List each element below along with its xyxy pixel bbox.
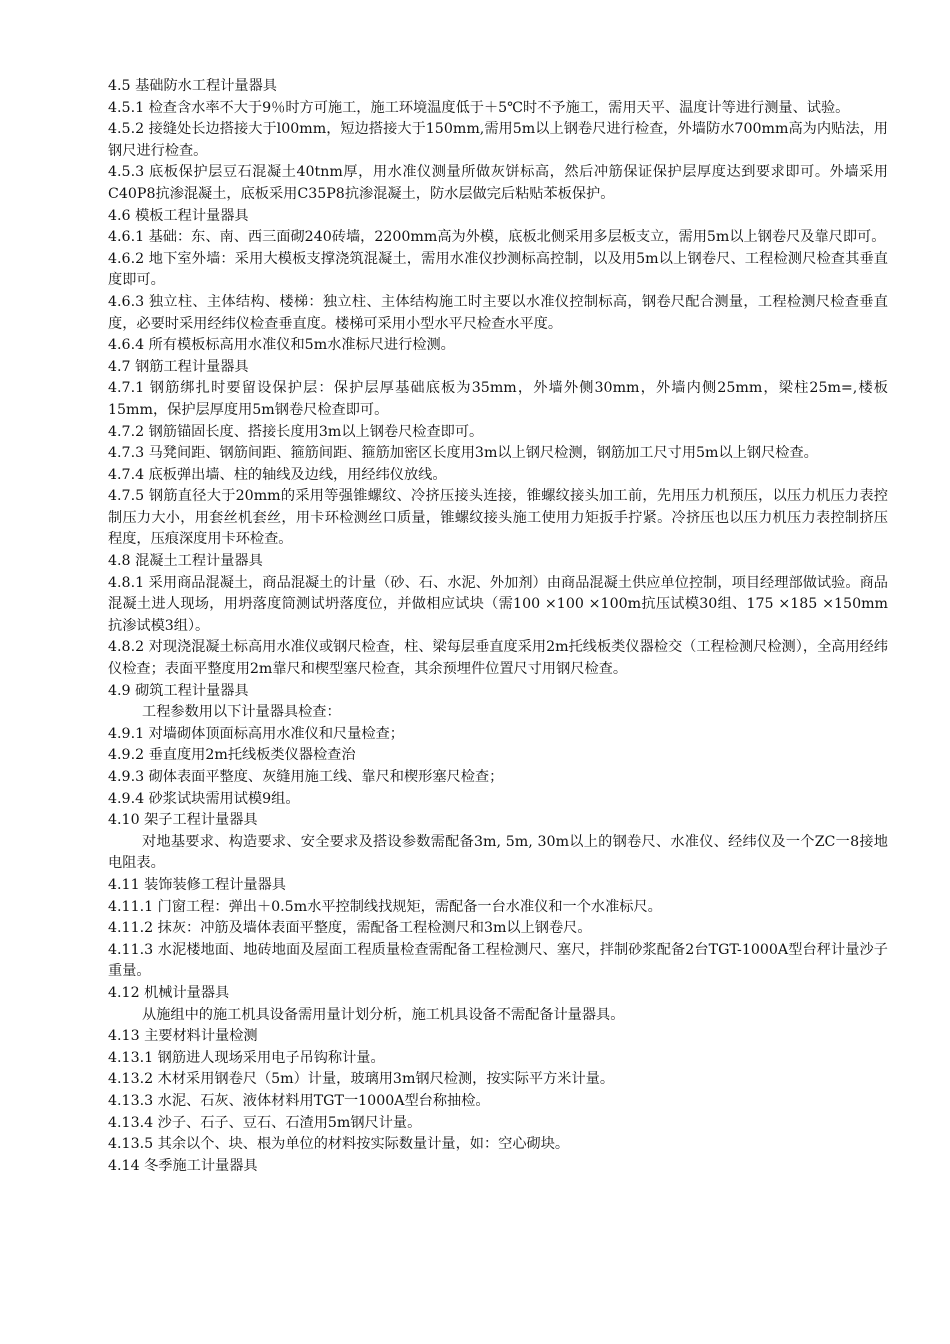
paragraph: 4.13.4 沙子、石子、豆石、石渣用5m钢尺计量。 [108,1114,422,1131]
paragraph: 4.6.3 独立柱、主体结构、楼梯：独立柱、主体结构施工时主要以水准仪控制标高，钢卷尺配合测量，工程检测尺检查垂直度，必要时采用经纬仪检查垂直度。楼梯可采用小型水平尺检查水平度。 [108,293,888,332]
paragraph: 4.9.2 垂直度用2m托线板类仪器检查治 [108,747,356,764]
paragraph: 4.7.3 马凳间距、钢筋间距、箍筋间距、箍筋加密区长度用3m以上钢尺检测，钢筋加工尺寸用5m以上钢尺检查。 [108,445,818,462]
paragraph: 4.7 钢筋工程计量器具 [108,358,249,375]
paragraph: 4.7.1 钢筋绑扎时要留设保护层：保护层厚基础底板为35mm，外墙外侧30mm，外墙内侧25mm，梁柱25m=,楼板15mm，保护层厚度用5m钢卷尺检查即可。 [108,380,888,418]
paragraph: 4.7.5 钢筋直径大于20mm的采用等强锥螺纹、冷挤压接头连接，锥螺纹接头加工前，先用压力机预压，以压力机压力表控制压力大小，用套丝机套丝，用卡环检测丝口质量，锥螺纹接头施工使用力矩扳手拧紧。冷挤压也以压力机压力表控制挤压程度，压痕深度用卡环检查。 [108,488,888,548]
paragraph: 4.13.1 钢筋进人现场采用电子吊钩称计量。 [108,1049,385,1066]
paragraph: 4.11 装饰装修工程计量器具 [108,876,286,893]
paragraph: 从施组中的施工机具设备需用量计划分析，施工机具设备不需配备计量器具。 [142,1006,625,1023]
paragraph: 4.8.2 对现浇混凝土标高用水准仪或钢尺检查，柱、梁每层垂直度采用2m托线板类仪器检交（工程检测尺检测），全高用经纬仪检查；表面平整度用2m靠尺和楔型塞尺检查，其余预埋件位置尺寸用钢尺检查。 [108,639,888,678]
paragraph: 4.11.2 抹灰：冲筋及墙体表面平整度，需配备工程检测尺和3m以上钢卷尺。 [108,920,592,937]
paragraph: 4.6.4 所有模板标高用水准仪和5m水准标尺进行检测。 [108,337,455,354]
paragraph: 4.8.1 采用商品混凝土，商品混凝土的计量（砂、石、水泥、外加剂）由商品混凝土供应单位控制，项目经理部做试验。商品混凝土进人现场，用坍落度筒测试坍落度位，并做相应试块（需100 ×100 ×100m抗压试模30组、175 ×185 ×150mm抗渗试模3组）。 [108,574,888,634]
paragraph: 4.10 架子工程计量器具 [108,812,258,829]
paragraph: 4.13.5 其余以个、块、根为单位的材料按实际数量计量，如：空心砌块。 [108,1136,570,1153]
paragraph: 4.5.3 底板保护层豆石混凝土40tnm厚，用水准仪测量所做灰饼标高，然后冲筋保证保护层厚度达到要求即可。外墙采用C40P8抗渗混凝土，底板采用C35P8抗渗混凝土，防水层做完后粘贴苯板保护。 [108,164,888,202]
paragraph: 4.13.3 水泥、石灰、液体材料用TGT一1000A型台称抽检。 [108,1092,490,1109]
paragraph: 4.6 模板工程计量器具 [108,207,249,224]
paragraph: 4.11.1 门窗工程：弹出＋0.5m水平控制线找规矩，需配备一台水准仪和一个水准标尺。 [108,898,662,915]
paragraph: 4.5.1 检查含水率不大于9％时方可施工，施工环境温度低于＋5℃时不予施工，需用天平、温度计等进行测量、试验。 [108,99,850,116]
paragraph: 4.5.2 接缝处长边搭接大于l00mm，短边搭接大于150mm,需用5m以上钢卷尺进行检查，外墙防水700mm高为内贴法，用钢尺进行检查。 [108,121,888,159]
paragraph: 4.12 机械计量器具 [108,984,230,1001]
paragraph: 4.5 基础防水工程计量器具 [108,78,277,94]
paragraph: 对地基要求、构造要求、安全要求及搭设参数需配备3m, 5m, 30m以上的钢卷尺、水准仪、经纬仪及一个ZC一8接地电阻表。 [108,833,888,872]
paragraph: 4.11.3 水泥楼地面、地砖地面及屋面工程质量检查需配备工程检测尺、塞尺，拌制砂浆配备2台TGT-1000A型台秤计量沙子重量。 [108,941,888,980]
paragraph: 4.13.2 木材采用钢卷尺（5m）计量，玻璃用3m钢尺检测，按实际平方米计量。 [108,1071,615,1088]
paragraph: 工程参数用以下计量器具检查： [142,704,341,721]
paragraph: 4.9 砌筑工程计量器具 [108,682,249,699]
paragraph: 4.7.4 底板弹出墙、柱的轴线及边线，用经纬仪放线。 [108,466,447,483]
paragraph: 4.9.3 砌体表面平整度、灰缝用施工线、靠尺和楔形塞尺检查； [108,769,504,785]
paragraph: 4.7.2 钢筋锚固长度、搭接长度用3m以上钢卷尺检查即可。 [108,423,484,440]
paragraph: 4.6.2 地下室外墙：采用大模板支撑浇筑混凝土，需用水准仪抄测标高控制，以及用5m以上钢卷尺、工程检测尺检查其垂直度即可。 [108,250,888,289]
paragraph: 4.9.4 砂浆试块需用试模9组。 [108,790,300,807]
paragraph: 4.8 混凝土工程计量器具 [108,553,263,570]
paragraph: 4.13 主要材料计量检测 [108,1028,258,1045]
paragraph: 4.14 冬季施工计量器具 [108,1157,258,1174]
paragraph: 4.9.1 对墙砌体顶面标高用水准仪和尺量检查； [108,725,404,742]
paragraph: 4.6.1 基础：东、南、西三面砌240砖墙，2200mm高为外模，底板北侧采用多层板支立，需用5m以上钢卷尺及靠尺即可。 [108,229,886,246]
